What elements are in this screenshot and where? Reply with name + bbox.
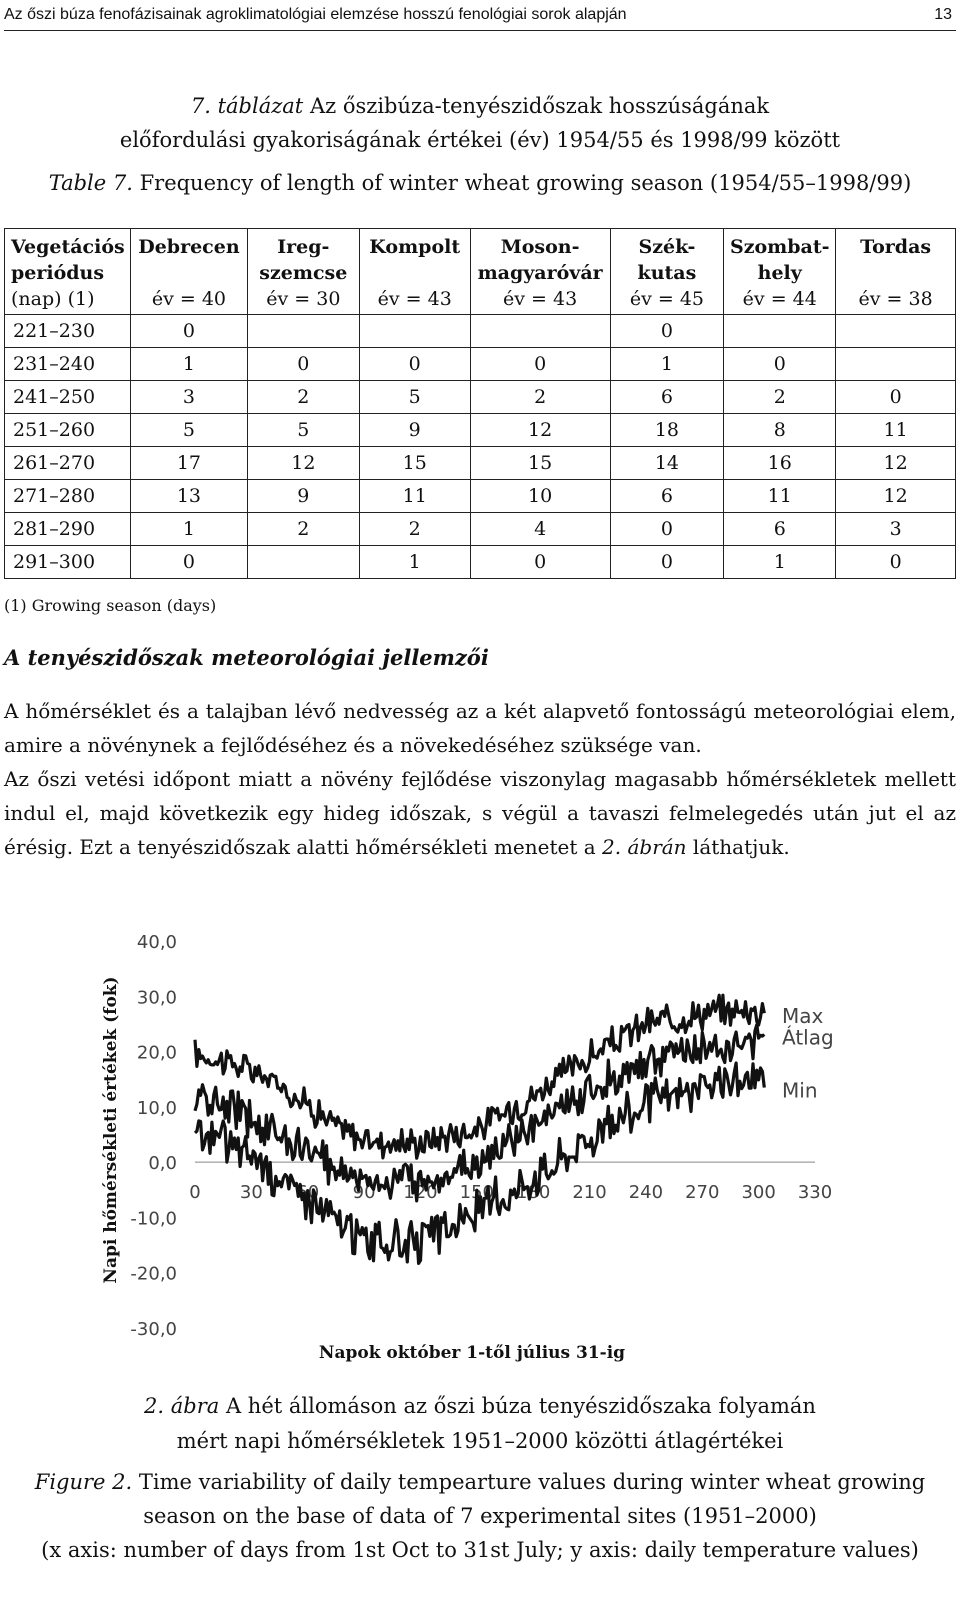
header-period [5, 229, 131, 315]
table-header-row [5, 229, 956, 315]
station-years: év = 43 [377, 288, 452, 310]
y-tick-label: 40,0 [136, 932, 177, 953]
table-cell: 6 [610, 480, 724, 513]
table-cell: 12 [247, 447, 359, 480]
header-mosonmagyarovar [470, 229, 610, 315]
chart-x-axis-label: Napok október 1-től július 31-ig [318, 1343, 626, 1363]
period-cell: 221–230 [5, 315, 131, 348]
table-caption-hu-line1 [0, 90, 960, 122]
y-tick-label: 20,0 [136, 1042, 177, 1064]
table-cell: 12 [836, 480, 956, 513]
table-cell: 11 [359, 480, 470, 513]
header-debrecen [130, 229, 247, 315]
running-head [4, 0, 956, 31]
header-kompolt [359, 229, 470, 315]
chart-legend [782, 1004, 834, 1102]
figure-caption-hu-line2: mért napi hőmérsékletek 1951–2000 közötti átlagértékei [176, 1429, 784, 1453]
station-years: év = 38 [858, 288, 933, 310]
table-title-hu-1: Az őszibúza-tenyészidőszak hosszúságának [309, 94, 770, 118]
table-cell: 2 [359, 513, 470, 546]
table-cell: 10 [470, 480, 610, 513]
y-tick-label: -10,0 [130, 1208, 177, 1230]
table-cell: 14 [610, 447, 724, 480]
table-cell: 1 [359, 546, 470, 579]
series-line-2 [195, 1025, 764, 1204]
table-cell: 9 [359, 414, 470, 447]
station-name: Szombat- [729, 236, 830, 258]
table-cell [359, 315, 470, 348]
table-label-en: Table 7. [48, 171, 133, 195]
figure-title-en-1: Time variability of daily tempearture values during winter wheat growing [138, 1470, 926, 1494]
station-name: Ireg- [277, 236, 330, 258]
station-name: Debrecen [138, 236, 240, 258]
station-years: év = 40 [151, 288, 226, 310]
table-cell: 15 [359, 447, 470, 480]
section-title: A tenyészidőszak meteorológiai jellemzői [4, 645, 489, 670]
table-cell: 5 [130, 414, 247, 447]
x-tick-label: 90 [352, 1182, 376, 1204]
station-name-2: magyaróvár [477, 262, 603, 284]
table-row [5, 513, 956, 546]
table-cell: 0 [247, 348, 359, 381]
x-tick-label: 330 [797, 1182, 833, 1204]
period-cell: 231–240 [5, 348, 131, 381]
temperature-chart [0, 920, 960, 1370]
figure-label-en: Figure 2. [34, 1470, 133, 1494]
table-cell: 0 [610, 315, 724, 348]
paragraph-2 [4, 762, 956, 864]
figure-reference: 2. ábrán [602, 835, 687, 859]
series-label-2: Átlag [782, 1025, 834, 1050]
station-name: Tordas [860, 236, 932, 258]
station-name: Szék- [638, 236, 696, 258]
table-cell: 13 [130, 480, 247, 513]
x-tick-label: 30 [239, 1182, 263, 1204]
table-cell: 1 [724, 546, 836, 579]
table-cell: 2 [470, 381, 610, 414]
period-cell: 271–280 [5, 480, 131, 513]
table-caption-en [0, 167, 960, 199]
y-tick-label: 10,0 [136, 1097, 177, 1119]
table-cell: 2 [247, 513, 359, 546]
table-cell: 3 [836, 513, 956, 546]
chart-series [195, 995, 764, 1263]
series-label-3: Min [782, 1078, 818, 1103]
table-cell: 6 [610, 381, 724, 414]
table-cell: 0 [724, 348, 836, 381]
x-tick-label: 270 [685, 1182, 720, 1204]
table-cell: 12 [470, 414, 610, 447]
table-cell: 12 [836, 447, 956, 480]
table-cell: 0 [359, 348, 470, 381]
y-tick-label: -20,0 [130, 1263, 177, 1285]
y-tick-label: 0,0 [148, 1153, 177, 1175]
table-label-hu: 7. táblázat [190, 94, 304, 118]
table-row [5, 414, 956, 447]
period-cell: 291–300 [5, 546, 131, 579]
figure-caption-hu-line1 [0, 1389, 960, 1423]
figure-caption-en-line1 [0, 1465, 960, 1499]
table-cell: 6 [724, 513, 836, 546]
table-cell: 11 [724, 480, 836, 513]
station-name: Kompolt [369, 236, 461, 258]
header-iregszemcse [247, 229, 359, 315]
table-cell: 17 [130, 447, 247, 480]
page-number: 13 [934, 6, 952, 23]
y-tick-label: -30,0 [130, 1319, 177, 1340]
table-cell: 0 [610, 546, 724, 579]
table-cell: 0 [130, 315, 247, 348]
header-szekkutas [610, 229, 724, 315]
station-years: év = 44 [742, 288, 817, 310]
table-cell: 3 [130, 381, 247, 414]
station-name-2: kutas [637, 262, 697, 284]
table-cell: 5 [359, 381, 470, 414]
table-cell: 0 [130, 546, 247, 579]
table-cell: 2 [247, 381, 359, 414]
table-cell: 0 [610, 513, 724, 546]
paragraph-1: A hőmérséklet és a talajban lévő nedvesség az a két alapvető fontosságú meteorológiai elem, amire a növénynek a fejlődéséhez és a növekedéséhez szüksége van. [4, 699, 956, 757]
station-years: év = 30 [266, 288, 341, 310]
station-years: év = 45 [629, 288, 704, 310]
table-cell: 1 [130, 348, 247, 381]
table-cell [724, 315, 836, 348]
table-title-en: Frequency of length of winter wheat growing season (1954/55–1998/99) [139, 171, 912, 195]
table-cell [247, 315, 359, 348]
table-cell [836, 348, 956, 381]
period-cell: 261–270 [5, 447, 131, 480]
table-cell [247, 546, 359, 579]
table-row [5, 381, 956, 414]
table-cell: 0 [836, 546, 956, 579]
table-row [5, 348, 956, 381]
header-szombathely [724, 229, 836, 315]
running-head-title: Az őszi búza fenofázisainak agroklimatológiai elemzése hosszú fenológiai sorok alapján [4, 6, 627, 23]
station-name-2: hely [757, 262, 802, 284]
table-caption-hu-line2 [0, 124, 960, 156]
x-tick-label: 120 [403, 1182, 438, 1204]
table-row [5, 546, 956, 579]
table-cell: 1 [130, 513, 247, 546]
table-cell: 11 [836, 414, 956, 447]
table-cell: 9 [247, 480, 359, 513]
station-years: év = 43 [503, 288, 578, 310]
header-period-line3: (nap) (1) [11, 288, 95, 310]
table-cell [836, 315, 956, 348]
chart-y-axis-label: Napi hőmérsékleti értékek (fok) [101, 976, 121, 1284]
table-cell: 1 [610, 348, 724, 381]
y-tick-label: 30,0 [136, 987, 177, 1009]
table-cell: 5 [247, 414, 359, 447]
header-period-line1: Vegetációs [11, 236, 125, 258]
series-line-1 [195, 995, 764, 1158]
table-title-hu-2: előfordulási gyakoriságának értékei (év) 1954/55 és 1998/99 között [119, 128, 841, 152]
table-cell: 16 [724, 447, 836, 480]
chart-axes [130, 932, 832, 1340]
figure-caption-en-line3: (x axis: number of days from 1st Oct to 31st July; y axis: daily temperature values) [41, 1538, 919, 1562]
x-tick-label: 150 [459, 1182, 494, 1204]
series-line-3 [195, 1063, 764, 1263]
header-period-line2: periódus [11, 262, 105, 284]
figure-caption-en-line2: season on the base of data of 7 experimental sites (1951–2000) [143, 1504, 817, 1528]
table-cell: 18 [610, 414, 724, 447]
x-tick-label: 180 [516, 1182, 551, 1204]
table-cell: 4 [470, 513, 610, 546]
period-cell: 251–260 [5, 414, 131, 447]
station-name: Moson- [500, 236, 580, 258]
period-cell: 241–250 [5, 381, 131, 414]
x-tick-label: 0 [189, 1182, 201, 1204]
figure-label-hu: 2. ábra [144, 1394, 220, 1418]
paragraph-2-end: láthatjuk. [686, 835, 790, 859]
x-tick-label: 300 [741, 1182, 776, 1204]
period-cell: 281–290 [5, 513, 131, 546]
table-cell [470, 315, 610, 348]
table-cell: 0 [470, 348, 610, 381]
series-label-1: Max [782, 1004, 824, 1029]
table-cell: 0 [470, 546, 610, 579]
table-row [5, 480, 956, 513]
table-cell: 2 [724, 381, 836, 414]
table-cell: 0 [836, 381, 956, 414]
header-tordas [836, 229, 956, 315]
x-tick-label: 60 [296, 1182, 320, 1204]
frequency-table [4, 228, 956, 579]
table-cell: 15 [470, 447, 610, 480]
table-row [5, 447, 956, 480]
paragraph-2-text: Az őszi vetési időpont miatt a növény fejlődése viszonylag magasabb hőmérsékletek mellett indul el, majd következik egy hideg időszak, s végül a tavaszi felmelegedés után jut el az érésig. Ezt a tenyészidőszak alatti hőmérsékleti menetet a [4, 767, 956, 859]
table-footnote: (1) Growing season (days) [4, 596, 217, 615]
x-tick-label: 210 [572, 1182, 607, 1204]
station-name-2: szemcse [259, 262, 348, 284]
table-cell: 8 [724, 414, 836, 447]
table-row [5, 315, 956, 348]
figure-title-hu-1: A hét állomáson az őszi búza tenyészidőszaka folyamán [225, 1394, 816, 1418]
x-tick-label: 240 [628, 1182, 664, 1204]
